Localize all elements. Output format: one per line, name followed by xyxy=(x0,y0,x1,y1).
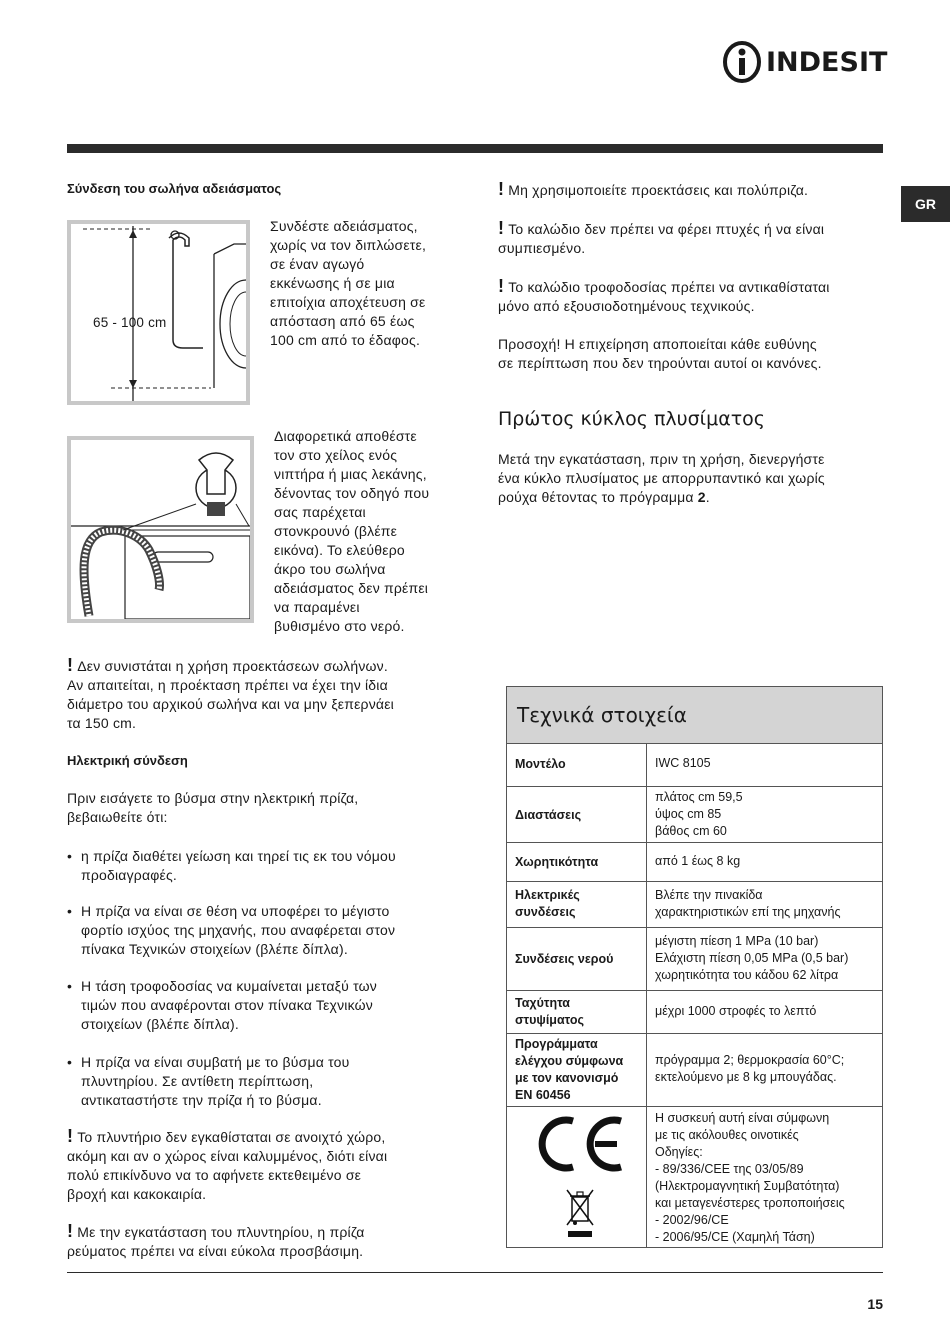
drain-height-label: 65 - 100 cm xyxy=(93,315,167,330)
access-warning: ! Με την εγκατάσταση του πλυντηρίου, η πρίζα ρεύματος πρέπει να είναι εύκολα προσβάσιμη. xyxy=(67,1221,365,1259)
indesit-logo xyxy=(722,40,887,85)
header-rule xyxy=(67,144,883,153)
page-number: 15 xyxy=(867,1296,883,1312)
warning-cable-replace: ! Το καλώδιο τροφοδοσίας πρέπει να αντικαθίσταται μόνο από εξουσιοδοτημένους τεχνικούς. xyxy=(498,276,830,314)
language-tab: GR xyxy=(901,186,950,222)
table-row: Μοντέλο IWC 8105 xyxy=(507,743,882,787)
warning-icon: ! xyxy=(498,276,505,296)
warning-icon: ! xyxy=(67,655,74,675)
table-row: Ηλεκτρικές συνδέσεις Βλέπε την πινακίδα χαρακτηριστικών επί της μηχανής xyxy=(507,882,882,928)
table-row: Συνδέσεις νερού μέγιστη πίεση 1 MPa (10 bar) Ελάχιστη πίεση 0,05 MPa (0,5 bar) χωρητικότητα του κάδου 62 λίτρα xyxy=(507,928,882,991)
table-title: Τεχνικά στοιχεία xyxy=(517,703,687,727)
table-row: Η συσκευή αυτή είναι σύμφωνη με τις ακόλουθες οινοτικές Οδηγίες: - 89/336/CEE της 03/05/89 (Ηλεκτρομαγνητική Συμβατότητα) και μεταγενέστερες τροποποιήσεις - 2002/96/CE - 2006/95/CE (Χαμηλή Τάση) xyxy=(507,1107,882,1247)
outdoor-warning: ! Το πλυντήριο δεν εγκαθίσταται σε ανοιχτό χώρο, ακόμη και αν ο χώρος είναι καλυμμένος, διότι είναι πολύ επικίνδυνο να το αφήνετε εκτεθειμένο σε βροχή και κακοκαιρία. xyxy=(67,1126,388,1202)
weee-crossed-bin-icon xyxy=(565,1187,595,1239)
table-row: Ταχύτητα στυψίματος μέχρι 1000 στροφές το λεπτό xyxy=(507,991,882,1034)
table-row: Προγράμματα ελέγχου σύμφωνα με τον κανονισμό EN 60456 πρόγραμμα 2; θερμοκρασία 60°C; εκτελούμενο με 8 kg μπουγάδας. xyxy=(507,1034,882,1107)
warning-cable-folds: ! Το καλώδιο δεν πρέπει να φέρει πτυχές ή να είναι συμπιεσμένο. xyxy=(498,218,825,256)
drain-heading: Σύνδεση του σωλήνα αδειάσματος xyxy=(67,181,282,196)
table-row: Χωρητικότητα από 1 έως 8 kg xyxy=(507,843,882,882)
warning-icon: ! xyxy=(67,1126,74,1146)
warning-icon: ! xyxy=(498,218,505,238)
warning-icon: ! xyxy=(498,179,505,199)
ce-mark-icon xyxy=(529,1113,629,1175)
indesit-i-icon xyxy=(722,40,766,85)
table-header xyxy=(507,687,882,744)
list-item: • Η τάση τροφοδοσίας να κυμαίνεται μεταξύ των τιμών που αναφέρονται στον πίνακα Τεχνικών στοιχείων (βλέπε δίπλα). xyxy=(67,978,377,1032)
drain-height-figure xyxy=(67,220,250,405)
list-item: • Η πρίζα να είναι συμβατή με το βύσμα του πλυντηρίου. Σε αντίθετη περίπτωση, αντικαταστήστε την πρίζα ή το βύσμα. xyxy=(67,1054,350,1108)
list-item: • η πρίζα διαθέτει γείωση και τηρεί τις εκ του νόμου προδιαγραφές. xyxy=(67,848,396,883)
first-cycle-heading: Πρώτος κύκλος πλυσίματος xyxy=(498,408,765,430)
warning-extensions: ! Μη χρησιμοποιείτε προεκτάσεις και πολύπριζα. xyxy=(498,179,809,199)
drain-paragraph-2: Διαφορετικά αποθέστε τον στο χείλος ενός νιπτήρα ή μιας λεκάνης, δένοντας τον οδηγό που σας παρέχεται στονκρουνό (βλέπε εικόνα). Το ελεύθερο άκρο του σωλήνα αδειάσματος δεν πρέπει να παραμένει βυθισμένο στο νερό. xyxy=(274,428,430,634)
drain-paragraph-1: Συνδέστε αδειάσματος, χωρίς να τον διπλώσετε, σε έναν αγωγό εκκένωσης ή σε μια επιτοίχια αποχέτευση σε απόσταση από 65 έως 100 cm από το έδαφος. xyxy=(270,218,427,348)
caution-note: Προσοχή! Η επιχείρηση αποποιείται κάθε ευθύνης σε περίπτωση που δεν τηρούνται αυτοί οι κανόνες. xyxy=(498,336,822,371)
electric-intro: Πριν εισάγετε το βύσμα στην ηλεκτρική πρίζα, βεβαιωθείτε ότι: xyxy=(67,790,359,825)
footer-rule xyxy=(67,1272,883,1273)
electric-heading: Ηλεκτρική σύνδεση xyxy=(67,753,188,768)
basin-drain-figure xyxy=(67,436,254,623)
table-row: Διαστάσεις πλάτος cm 59,5 ύψος cm 85 βάθος cm 60 xyxy=(507,787,882,843)
list-item: • Η πρίζα να είναι σε θέση να υποφέρει το μέγιστο φορτίο ισχύος της μηχανής, που αναφέρεται στον πίνακα Τεχνικών στοιχείων (βλέπε δίπλα). xyxy=(67,903,396,957)
technical-data-table xyxy=(506,686,883,1248)
extension-warning: ! Δεν συνιστάται η χρήση προεκτάσεων σωλήνων. Αν απαιτείται, η προέκταση πρέπει να έχει την ίδια διάμετρο του αρχικού σωλήνα και να μην ξεπερνάει τα 150 cm. xyxy=(67,655,394,731)
first-cycle-paragraph: Μετά την εγκατάσταση, πριν τη χρήση, διενεργήστε ένα κύκλο πλυσίματος με απορρυπαντικό και χωρίς ρούχα θέτοντας το πρόγραμμα 2. xyxy=(498,451,825,505)
basin-drain-illustration xyxy=(71,440,250,619)
brand-name: INDESIT xyxy=(766,47,888,78)
warning-icon: ! xyxy=(67,1221,74,1241)
